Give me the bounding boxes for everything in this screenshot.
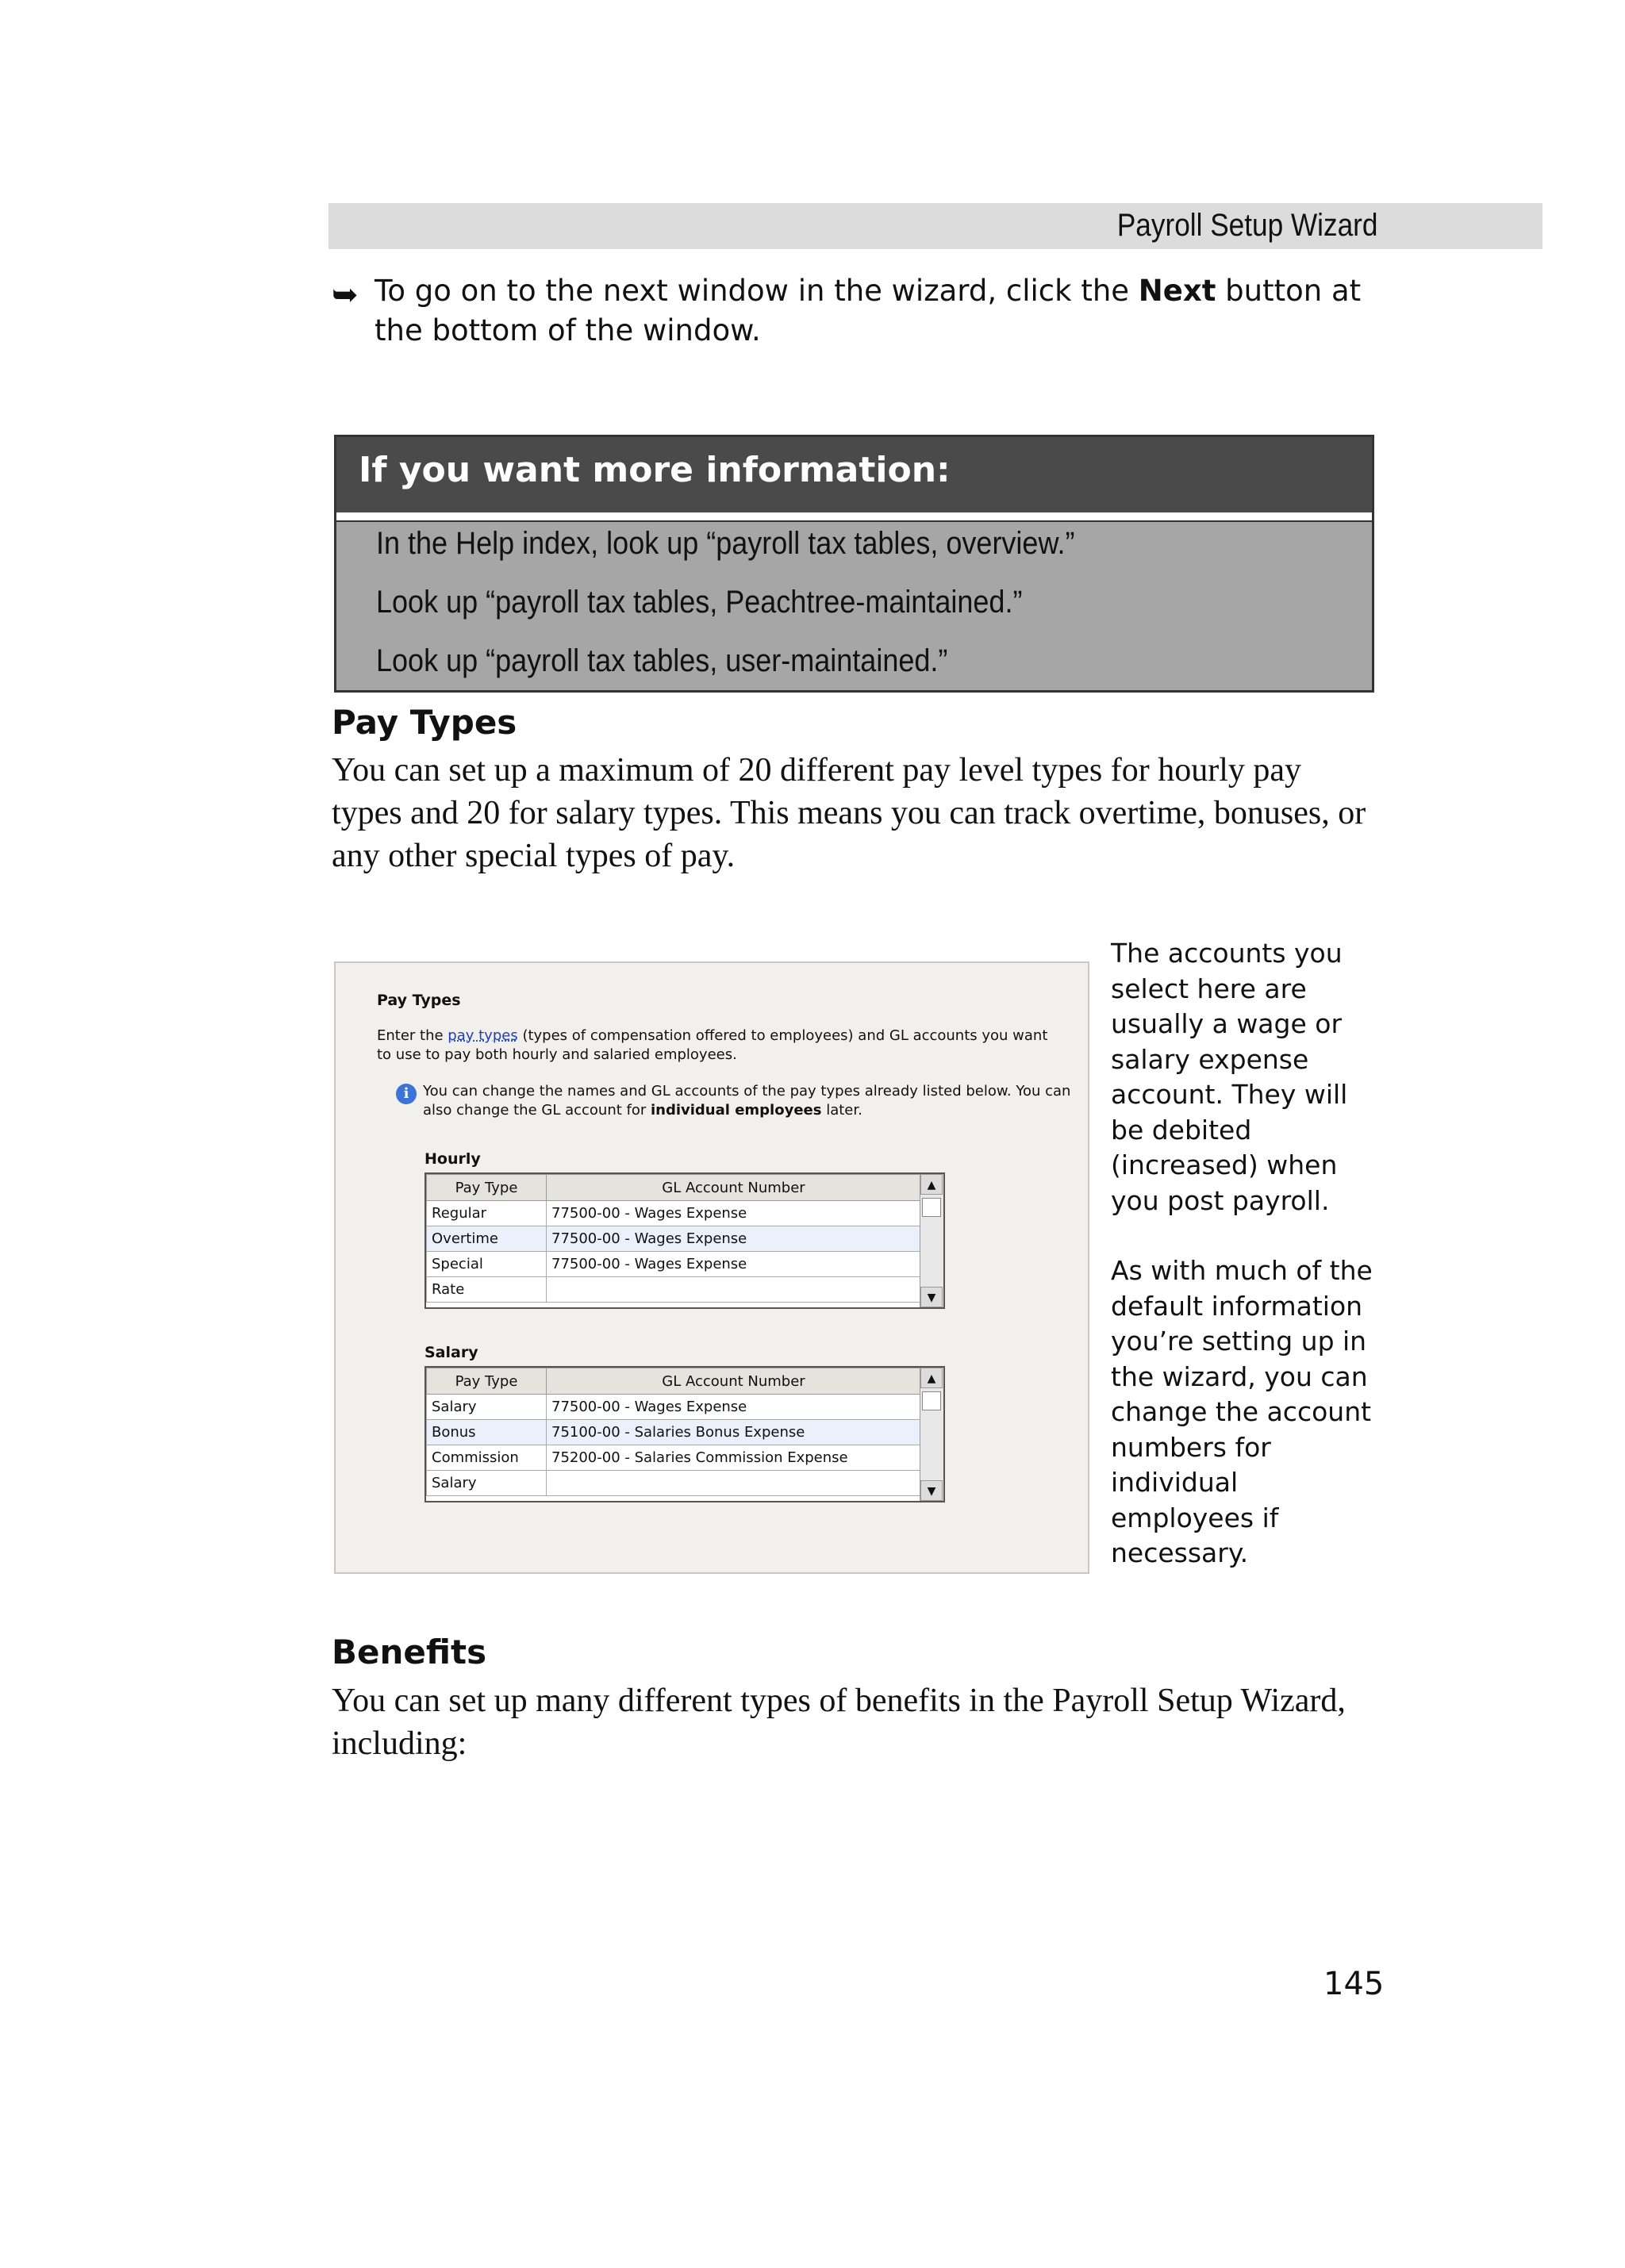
salary-table <box>426 1368 921 1496</box>
gl-account-cell[interactable] <box>547 1471 921 1496</box>
table-row[interactable] <box>427 1201 921 1226</box>
pay-type-cell[interactable]: Commission <box>427 1445 547 1471</box>
table-row[interactable] <box>427 1277 921 1303</box>
table-header-row <box>427 1368 921 1395</box>
pay-types-body: You can set up a maximum of 20 different pay level types for hourly pay types and 20 for salary types. This means you can track overtime, bonuses, or any other special types of pay. <box>332 752 1366 874</box>
info-box-header <box>336 437 1372 512</box>
gl-account-cell[interactable]: 77500-00 - Wages Expense <box>547 1226 921 1252</box>
info-line: Look up “payroll tax tables, Peachtree-maintained.” <box>376 585 1023 620</box>
gl-account-cell[interactable]: 77500-00 - Wages Expense <box>547 1201 921 1226</box>
pay-type-cell[interactable]: Salary <box>427 1395 547 1420</box>
pay-type-cell[interactable]: Regular <box>427 1201 547 1226</box>
note-bold: individual employees <box>650 1102 822 1119</box>
scroll-thumb[interactable] <box>922 1391 941 1410</box>
gl-account-cell[interactable] <box>547 1277 921 1303</box>
bullet-instruction <box>375 271 1374 351</box>
gl-account-cell[interactable]: 75200-00 - Salaries Commission Expense <box>547 1445 921 1471</box>
running-header-title: Payroll Setup Wizard <box>1116 208 1377 243</box>
screenshot-description <box>377 1027 1059 1065</box>
info-box-divider <box>336 512 1372 522</box>
page-number: 145 <box>1323 1966 1385 2002</box>
column-header: GL Account Number <box>547 1175 921 1201</box>
info-box-heading: If you want more information: <box>359 450 951 490</box>
info-line: Look up “payroll tax tables, user-maintained.” <box>376 643 948 678</box>
table-row[interactable] <box>427 1252 921 1277</box>
hourly-grid[interactable] <box>424 1172 945 1309</box>
pay-types-heading: Pay Types <box>332 703 517 742</box>
pay-type-cell[interactable]: Bonus <box>427 1420 547 1445</box>
desc-post: (types of compensation offered to employees) and GL accounts you want to use to pay both hourly and salaried employees. <box>377 1027 1048 1063</box>
table-row[interactable] <box>427 1226 921 1252</box>
table-row[interactable] <box>427 1395 921 1420</box>
scroll-up-icon[interactable]: ▲ <box>920 1174 943 1195</box>
hourly-table <box>426 1174 921 1303</box>
scroll-down-icon[interactable]: ▼ <box>920 1287 943 1307</box>
column-header: Pay Type <box>427 1175 547 1201</box>
salary-label: Salary <box>424 1344 478 1361</box>
pay-type-cell[interactable]: Special <box>427 1252 547 1277</box>
info-line: In the Help index, look up “payroll tax tables, overview.” <box>376 526 1075 561</box>
pay-type-cell[interactable]: Rate <box>427 1277 547 1303</box>
column-header: Pay Type <box>427 1368 547 1395</box>
salary-scrollbar[interactable] <box>920 1368 943 1501</box>
pay-types-screenshot <box>334 961 1089 1574</box>
pay-types-link[interactable]: pay types <box>448 1027 518 1044</box>
gl-account-cell[interactable]: 77500-00 - Wages Expense <box>547 1395 921 1420</box>
screenshot-title: Pay Types <box>377 992 461 1009</box>
benefits-body: You can set up many different types of benefits in the Payroll Setup Wizard, including: <box>332 1683 1346 1762</box>
note-pre: You can change the names and GL accounts of the pay types already listed below. You can also change the GL account for <box>423 1083 1071 1119</box>
table-header-row <box>427 1175 921 1201</box>
gl-account-cell[interactable]: 77500-00 - Wages Expense <box>547 1252 921 1277</box>
side-note-paragraph: The accounts you select here are usually a wage or salary expense account. They will be debited (increased) when you post payroll. <box>1111 938 1348 1216</box>
scroll-down-icon[interactable]: ▼ <box>920 1480 943 1501</box>
pay-type-cell[interactable]: Overtime <box>427 1226 547 1252</box>
screenshot-note <box>423 1082 1074 1120</box>
info-box <box>334 435 1374 693</box>
pay-type-cell[interactable]: Salary <box>427 1471 547 1496</box>
side-note <box>1111 936 1373 1606</box>
side-note-paragraph: As with much of the default information you’re setting up in the wizard, you can change the account numbers for individual employees if necessary. <box>1111 1255 1373 1568</box>
info-icon: i <box>396 1084 417 1104</box>
bullet-text-pre: To go on to the next window in the wizard, click the <box>375 274 1139 308</box>
desc-pre: Enter the <box>377 1027 448 1044</box>
salary-grid[interactable] <box>424 1366 945 1502</box>
bullet-text-post: button at the bottom of the window. <box>375 274 1362 347</box>
scroll-up-icon[interactable]: ▲ <box>920 1368 943 1388</box>
table-row[interactable] <box>427 1420 921 1445</box>
bullet-text-bold: Next <box>1138 274 1216 308</box>
column-header: GL Account Number <box>547 1368 921 1395</box>
table-row[interactable] <box>427 1471 921 1496</box>
gl-account-cell[interactable]: 75100-00 - Salaries Bonus Expense <box>547 1420 921 1445</box>
hourly-label: Hourly <box>424 1150 481 1168</box>
hourly-scrollbar[interactable] <box>920 1174 943 1307</box>
running-header <box>328 203 1542 249</box>
benefits-heading: Benefits <box>332 1633 487 1671</box>
table-row[interactable] <box>427 1445 921 1471</box>
bullet-arrow-icon: ➥ <box>332 277 359 313</box>
scroll-thumb[interactable] <box>922 1198 941 1217</box>
note-post: later. <box>821 1102 862 1119</box>
